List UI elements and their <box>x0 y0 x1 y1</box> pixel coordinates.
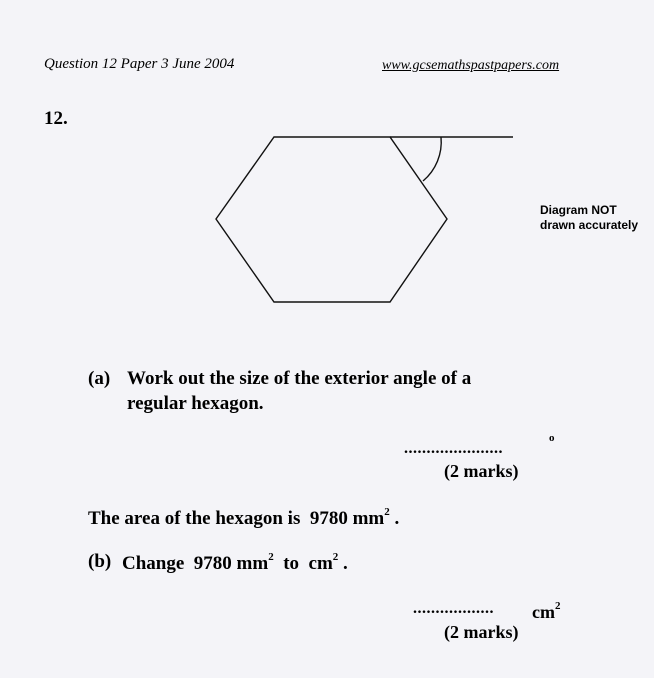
diagram-note-line2: drawn accurately <box>540 218 639 232</box>
diagram-note <box>540 203 638 233</box>
question-number: 12. <box>44 108 68 129</box>
area-text: The area of the hexagon is <box>88 508 301 529</box>
part-b-text <box>122 551 348 575</box>
regular-hexagon <box>216 137 447 302</box>
part-b-answer-unit <box>532 600 560 623</box>
area-statement <box>88 506 399 530</box>
area-power: 2 <box>384 506 390 518</box>
part-b-value: 9780 <box>193 553 232 574</box>
question-reference: Question 12 Paper 3 June 2004 <box>44 56 235 72</box>
area-end: . <box>394 508 400 529</box>
part-a-text-line2: regular hexagon. <box>127 393 264 414</box>
part-a-text-line1: Work out the size of the exterior angle of a <box>127 368 472 389</box>
part-a-answer-line[interactable]: ...................... <box>404 440 503 457</box>
part-a-marks: (2 marks) <box>444 461 519 481</box>
website-link[interactable]: www.gcsemathspastpapers.com <box>382 58 560 73</box>
part-b-end: . <box>343 553 348 574</box>
part-b-to: to <box>283 553 300 574</box>
part-b-answer-line[interactable]: .................. <box>413 600 494 617</box>
part-b-answer-unit-text: cm <box>532 602 555 622</box>
part-b-marks: (2 marks) <box>444 622 519 642</box>
part-b-unit-from: mm <box>236 553 269 574</box>
area-unit: mm <box>352 508 385 529</box>
degree-symbol: o <box>549 432 555 444</box>
diagram-note-line1: Diagram NOT <box>540 203 617 217</box>
part-a-label: (a) <box>88 368 111 389</box>
exterior-angle-arc <box>423 137 441 181</box>
area-value: 9780 <box>309 508 348 529</box>
part-b-label: (b) <box>88 551 112 572</box>
part-b-power-from: 2 <box>268 551 274 563</box>
part-b-unit-to: cm <box>308 553 333 574</box>
part-b-power-to: 2 <box>332 551 339 563</box>
part-b-answer-power: 2 <box>554 600 561 612</box>
part-b-change: Change <box>122 553 185 574</box>
